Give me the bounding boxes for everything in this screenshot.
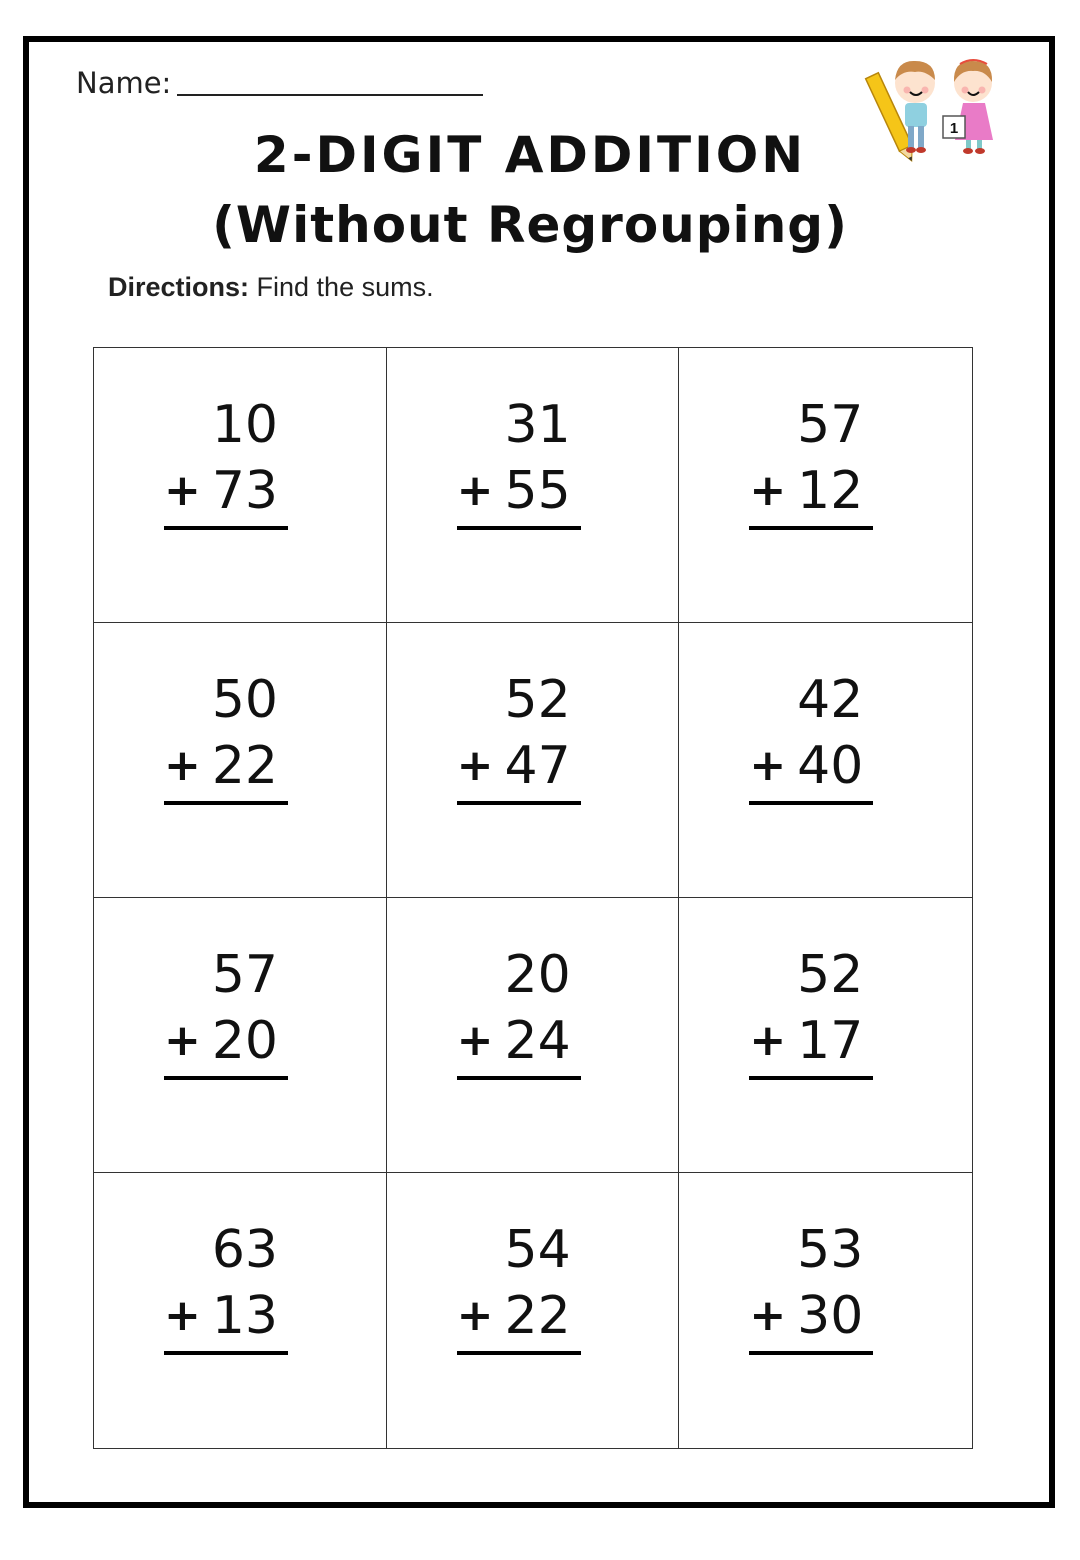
plus-sign: + <box>456 740 494 791</box>
problem-cell[interactable] <box>679 898 972 1173</box>
second-addend: 22 <box>211 736 278 796</box>
plus-sign: + <box>749 740 787 791</box>
worksheet-subtitle: (Without Regrouping) <box>212 196 848 254</box>
answer-line <box>749 526 873 530</box>
plus-sign: + <box>164 1290 201 1341</box>
name-label: Name: <box>76 66 172 100</box>
addition-problem <box>749 667 869 805</box>
answer-line <box>164 1351 288 1355</box>
second-addend: 47 <box>504 736 571 796</box>
first-addend: 31 <box>504 395 571 455</box>
plus-sign: + <box>456 1015 494 1066</box>
second-addend: 20 <box>211 1011 278 1071</box>
second-addend: 30 <box>797 1286 864 1346</box>
addition-problem <box>164 1217 284 1355</box>
addition-problem <box>457 942 577 1080</box>
answer-line <box>749 801 873 805</box>
answer-line <box>164 1076 288 1080</box>
plus-sign: + <box>749 1015 787 1066</box>
plus-sign: + <box>456 465 494 516</box>
problem-cell[interactable] <box>387 898 680 1173</box>
answer-line <box>749 1076 873 1080</box>
problem-cell[interactable] <box>679 1173 972 1448</box>
problem-cell[interactable] <box>94 898 387 1173</box>
problem-cell[interactable] <box>679 623 972 898</box>
problem-cell[interactable] <box>387 1173 680 1448</box>
second-addend: 12 <box>797 461 864 521</box>
plus-sign: + <box>456 1290 494 1341</box>
problem-cell[interactable] <box>94 623 387 898</box>
second-addend: 17 <box>797 1011 864 1071</box>
name-input-line[interactable] <box>177 93 483 96</box>
first-addend: 52 <box>797 945 864 1005</box>
first-addend: 57 <box>211 945 278 1005</box>
problem-grid <box>93 347 973 1449</box>
second-addend: 40 <box>797 736 864 796</box>
plus-sign: + <box>164 1015 201 1066</box>
problem-cell[interactable] <box>387 348 680 623</box>
first-addend: 57 <box>797 395 864 455</box>
plus-sign: + <box>749 1290 787 1341</box>
answer-line <box>457 1351 581 1355</box>
plus-sign: + <box>164 465 201 516</box>
addition-problem <box>457 1217 577 1355</box>
second-addend: 24 <box>504 1011 571 1071</box>
addition-problem <box>457 667 577 805</box>
first-addend: 53 <box>797 1220 864 1280</box>
directions <box>108 272 434 303</box>
problem-cell[interactable] <box>94 348 387 623</box>
addition-problem <box>164 667 284 805</box>
plus-sign: + <box>164 740 201 791</box>
addition-problem <box>457 392 577 530</box>
card-number: 1 <box>949 120 959 137</box>
worksheet-title: 2-DIGIT ADDITION <box>253 126 807 184</box>
second-addend: 55 <box>504 461 571 521</box>
plus-sign: + <box>749 465 787 516</box>
answer-line <box>749 1351 873 1355</box>
first-addend: 52 <box>504 670 571 730</box>
first-addend: 20 <box>504 945 571 1005</box>
problem-cell[interactable] <box>679 348 972 623</box>
second-addend: 13 <box>211 1286 278 1346</box>
problem-cell[interactable] <box>387 623 680 898</box>
answer-line <box>457 1076 581 1080</box>
addition-problem <box>749 1217 869 1355</box>
second-addend: 73 <box>211 461 278 521</box>
answer-line <box>457 526 581 530</box>
answer-line <box>457 801 581 805</box>
addition-problem <box>164 392 284 530</box>
name-row <box>76 66 483 100</box>
answer-line <box>164 801 288 805</box>
first-addend: 10 <box>211 395 278 455</box>
first-addend: 42 <box>797 670 864 730</box>
first-addend: 50 <box>211 670 278 730</box>
directions-label: Directions: <box>108 272 250 302</box>
second-addend: 22 <box>504 1286 571 1346</box>
addition-problem <box>749 392 869 530</box>
kids-illustration-icon <box>855 48 1015 173</box>
first-addend: 54 <box>504 1220 571 1280</box>
addition-problem <box>749 942 869 1080</box>
directions-text: Find the sums. <box>249 272 434 302</box>
problem-cell[interactable] <box>94 1173 387 1448</box>
addition-problem <box>164 942 284 1080</box>
answer-line <box>164 526 288 530</box>
first-addend: 63 <box>211 1220 278 1280</box>
